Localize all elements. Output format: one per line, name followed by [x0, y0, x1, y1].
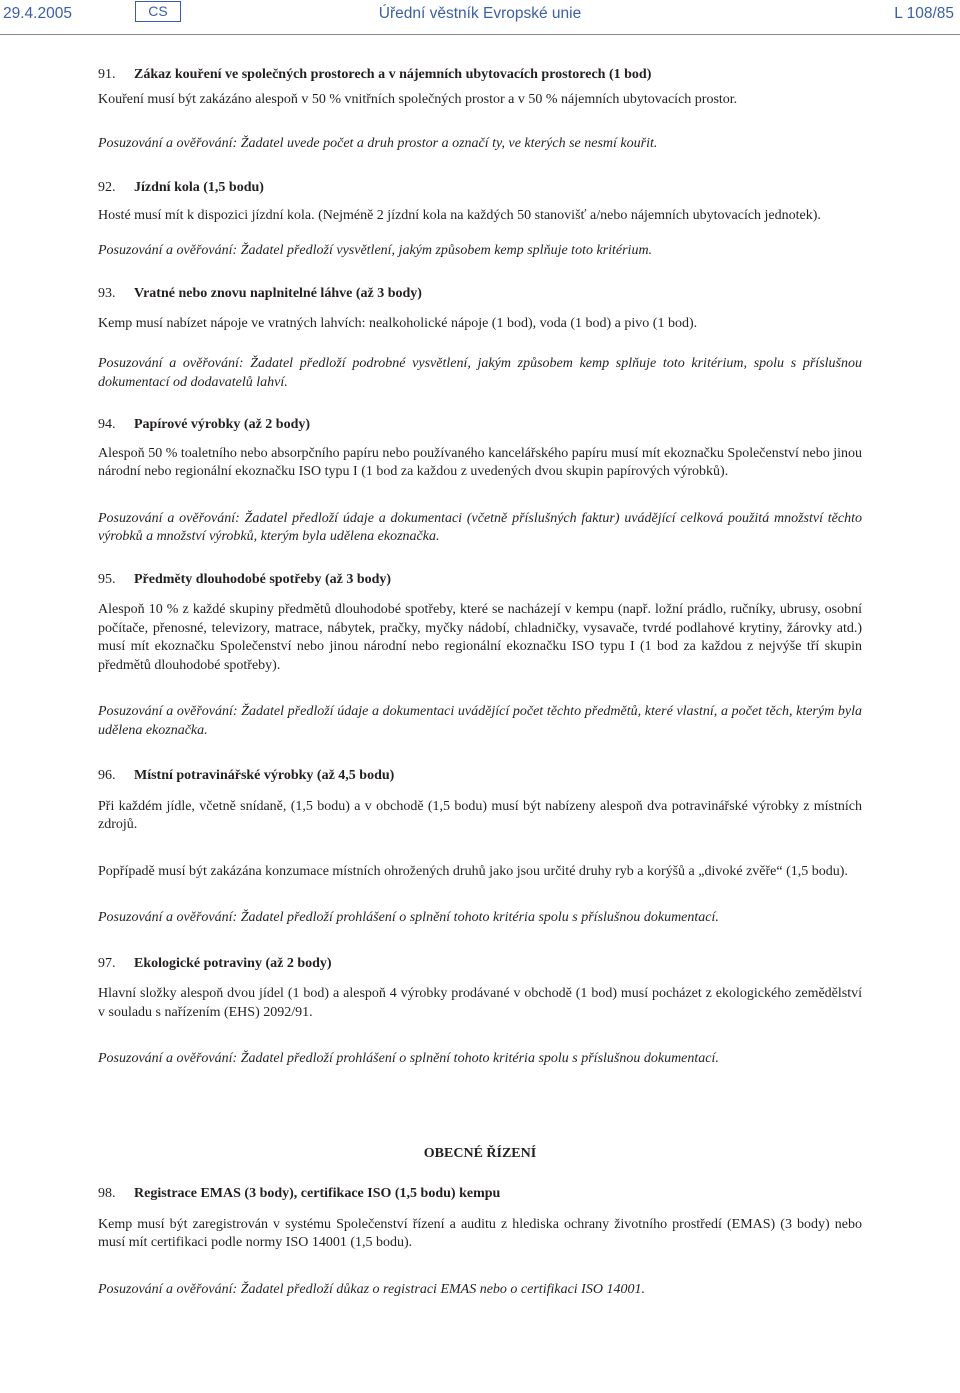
criterion-text: Kemp musí být zaregistrován v systému Společenství řízení a auditu z hlediska ochrany životního prostředí (EMAS) (3 body) nebo musí mít certifikaci podle normy ISO 14001 (1,5 bodu).	[98, 1216, 862, 1250]
criterion-94	[98, 416, 862, 547]
criterion-title: Ekologické potraviny (až 2 body)	[134, 955, 332, 971]
criterion-title: Zákaz kouření ve společných prostorech a v nájemních ubytovacích prostorech (1 bod)	[134, 67, 652, 82]
criterion-text: Kouření musí být zakázáno alespoň v 50 % vnitřních společných prostor a v 50 % nájemních ubytovacích prostor.	[98, 91, 738, 107]
publication-date: 29.4.2005	[3, 5, 72, 22]
assessment-text: Posuzování a ověřování: Žadatel předloží podrobné vysvětlení, jakým způsobem kemp splňuje toto kritérium, spolu s příslušnou dokumentací od dodavatelů lahví.	[98, 356, 862, 390]
criterion-number: 92.	[98, 179, 116, 195]
criterion-98	[98, 1185, 862, 1299]
criterion-number: 91.	[98, 67, 116, 82]
criterion-number: 95.	[98, 571, 116, 587]
assessment-text: Posuzování a ověřování: Žadatel předloží důkaz o registraci EMAS nebo o certifikaci ISO 14001.	[98, 1281, 645, 1297]
criterion-number: 96.	[98, 768, 116, 783]
criterion-text: Alespoň 10 % z každé skupiny předmětů dlouhodobé spotřeby, které se nacházejí v kempu (např. ložní prádlo, ručníky, ubrusy, osobní počítače, přenosné, televizory, matrace, nábytek, pračky, myčky nádobí, chladničky, vysavače, tvrdé podlahové krytiny, žárovky atd.) musí mít ekoznačku Společenství nebo jinou národní nebo regionální ekoznačku ISO typu I (1 bod za každou z nejvýše tří skupin předmětů dlouhodobé spotřeby).	[98, 602, 862, 673]
criterion-heading	[98, 416, 862, 435]
criterion-text: Alespoň 50 % toaletního nebo absorpčního papíru nebo používaného kancelářského papíru musí mít ekoznačku Společenství nebo jinou národní nebo regionální ekoznačku ISO typu I (1 bod za každou z uvedených dvou skupin papírových výrobků).	[98, 445, 862, 479]
criterion-title: Předměty dlouhodobé spotřeby (až 3 body)	[134, 571, 392, 587]
criterion-text: Popřípadě musí být zakázána konzumace místních ohrožených druhů jako jsou určité druhy ryb a korýšů a „divoké zvěře“ (1,5 bodu).	[98, 863, 848, 879]
criterion-title: Místní potravinářské výrobky (až 4,5 bodu)	[134, 768, 395, 783]
criterion-96	[98, 767, 862, 928]
page-number: L 108/85	[894, 5, 954, 22]
criterion-title: Vratné nebo znovu naplnitelné láhve (až 3 body)	[134, 286, 422, 301]
criterion-text: Při každém jídle, včetně snídaně, (1,5 bodu) a v obchodě (1,5 bodu) musí být nabízeny alespoň dva potravinářské výrobky z místních zdrojů.	[98, 798, 862, 832]
assessment-text: Posuzování a ověřování: Žadatel předloží údaje a dokumentaci (včetně příslušných faktur) uvádějící celková použitá množství těchto výrobků a množství výrobků, kterým byla udělena ekoznačka.	[98, 510, 862, 544]
criterion-92	[98, 179, 862, 261]
assessment-text: Posuzování a ověřování: Žadatel předloží prohlášení o splnění tohoto kritéria spolu s příslušnou dokumentací.	[98, 1051, 719, 1066]
criterion-number: 97.	[98, 955, 116, 971]
criterion-text: Kemp musí nabízet nápoje ve vratných lahvích: nealkoholické nápoje (1 bod), voda (1 bod) a pivo (1 bod).	[98, 315, 698, 331]
document-body	[98, 66, 862, 1299]
assessment-text: Posuzování a ověřování: Žadatel předloží prohlášení o splnění tohoto kritéria spolu s příslušnou dokumentací.	[98, 910, 719, 925]
assessment-text: Posuzování a ověřování: Žadatel předloží údaje a dokumentaci uvádějící počet těchto předmětů, které vlastní, a počet těch, kterým byla udělena ekoznačka.	[98, 704, 862, 738]
language-badge: CS	[135, 1, 181, 22]
page-header	[0, 0, 960, 36]
criterion-heading	[98, 179, 862, 198]
criterion-title: Registrace EMAS (3 body), certifikace ISO (1,5 bodu) kempu	[134, 1186, 501, 1201]
journal-title: Úřední věstník Evropské unie	[378, 5, 582, 22]
section-title: OBECNÉ ŘÍZENÍ	[423, 1145, 537, 1161]
assessment-text: Posuzování a ověřování: Žadatel předloží vysvětlení, jakým způsobem kemp splňuje toto kritérium.	[98, 242, 653, 258]
criterion-title: Papírové výrobky (až 2 body)	[134, 417, 311, 432]
criterion-93	[98, 285, 862, 392]
criterion-text: Hlavní složky alespoň dvou jídel (1 bod) a alespoň 4 výrobky prodávané v obchodě (1 bod) musí pocházet z ekologického zemědělství v souladu s nařízením (EHS) 2092/91.	[98, 986, 862, 1020]
criterion-heading	[98, 285, 862, 304]
criterion-95	[98, 571, 862, 741]
criterion-heading	[98, 66, 862, 85]
criterion-heading	[98, 955, 862, 974]
criterion-text: Hosté musí mít k dispozici jízdní kola. (Nejméně 2 jízdní kola na každých 50 stanovišť a/nebo nájemních ubytovacích jednotek).	[98, 208, 821, 223]
criterion-number: 94.	[98, 417, 116, 432]
assessment-text: Posuzování a ověřování: Žadatel uvede počet a druh prostor a označí ty, ve kterých se nesmí kouřit.	[98, 136, 658, 151]
criterion-title: Jízdní kola (1,5 bodu)	[134, 179, 264, 195]
criterion-number: 98.	[98, 1186, 116, 1201]
criterion-heading	[98, 767, 862, 786]
header-divider	[0, 34, 960, 35]
criterion-91	[98, 66, 862, 154]
criterion-number: 93.	[98, 286, 116, 301]
criterion-heading	[98, 1185, 862, 1204]
criterion-97	[98, 955, 862, 1069]
criterion-heading	[98, 571, 862, 590]
